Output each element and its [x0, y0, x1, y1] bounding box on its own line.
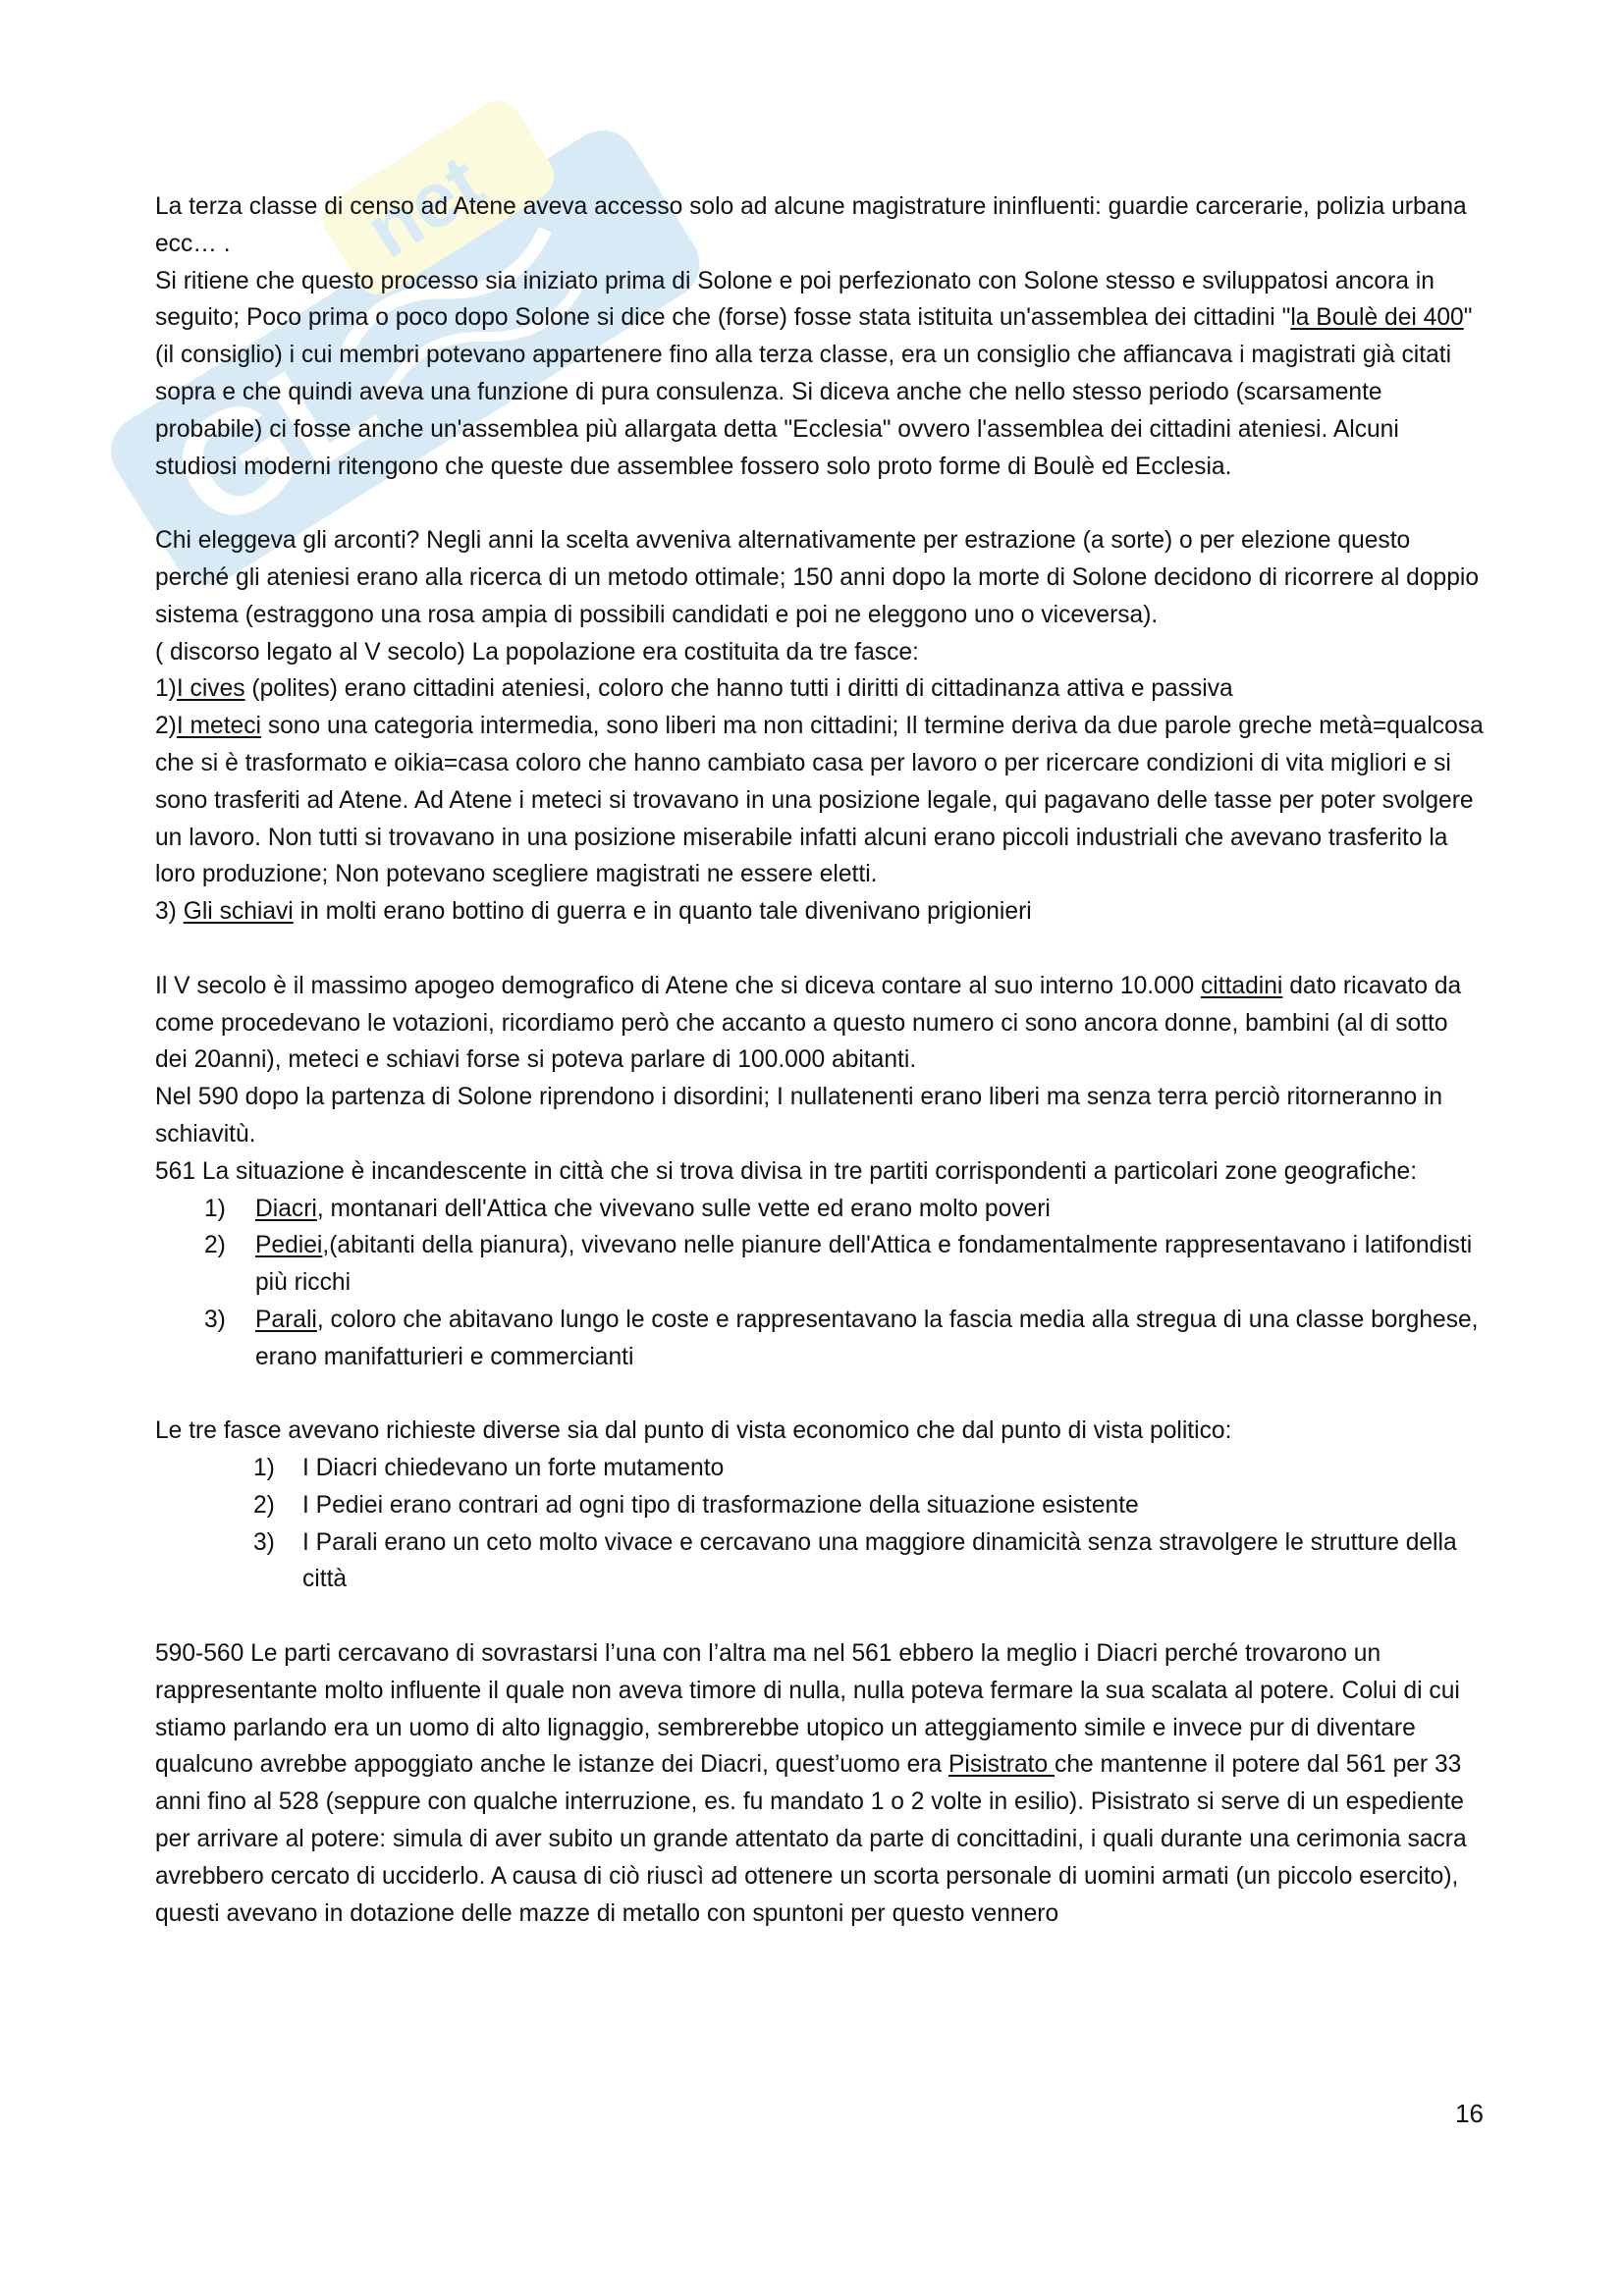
paragraph-text: " (il consiglio) i cui membri potevano appartenere fino alla terza classe, era un consiglio che affiancava i magistrati già citati sopra e che quindi aveva una funzione di pura consulenza. Si diceva anche che nello stesso periodo (scarsamente probabile) ci fosse anche un'assemblea più allargata detta "Ecclesia" ovvero l'assemblea dei cittadini ateniesi. Alcuni studiosi moderni ritengono che queste due assemblee fossero solo proto forme di Boulè ed Ecclesia. [155, 304, 1473, 480]
paragraph-590: Nel 590 dopo la partenza di Solone riprendono i disordini; I nullatenenti erano liberi ma senza terra perciò ritorneranno in schiavitù. [155, 1084, 1443, 1148]
paragraph-text: Si ritiene che questo processo sia iniziato prima di Solone e poi perfezionato con Solone stesso e sviluppatosi ancora in seguito; Poco prima o poco dopo Solone si dice che (forse) fosse stata istituita un'assemblea dei cittadini " [155, 267, 1435, 332]
term-cittadini: cittadini [1201, 972, 1283, 999]
paragraph-arconti: Chi eleggeva gli arconti? Negli anni la scelta avveniva alternativamente per estrazione (a sorte) o per elezione questo perché gli ateniesi erano alla ricerca di un metodo ottimale; 150 anni dopo la morte di Solone decidono di ricorrere al doppio sistema (estraggono una rosa ampia di possibili candidati e poi ne eleggono uno o viceversa). [155, 527, 1480, 628]
item-number: 1) [155, 675, 177, 703]
term-parali: Parali [255, 1306, 317, 1333]
term-meteci: I meteci [176, 713, 261, 740]
item-number: 1) [253, 1455, 275, 1482]
blank-line [155, 1376, 1486, 1414]
paragraph-boule [155, 263, 1486, 486]
paragraph-561: 561 La situazione è incandescente in città che si trova divisa in tre partiti corrispondenti a particolari zone geografiche: [155, 1157, 1418, 1185]
list-item [155, 1487, 1486, 1524]
term-pisistrato: Pisistrato [948, 1751, 1056, 1779]
item-meteci [155, 708, 1486, 893]
item-text: , montanari dell'Attica che vivevano sulle vette ed erano molto poveri [316, 1195, 1051, 1222]
term-schiavi: Gli schiavi [183, 898, 294, 926]
blank-line [155, 485, 1486, 522]
paragraph-population: ( discorso legato al V secolo) La popolazione era costituita da tre fasce: [155, 638, 919, 666]
item-text: I Parali erano un ceto molto vivace e cercavano una maggiore dinamicità senza stravolgere le strutture della città [302, 1528, 1457, 1593]
item-text: , coloro che abitavano lungo le coste e rappresentavano la fascia media alla stregua di una classe borghese, erano manifatturieri e commercianti [255, 1306, 1479, 1370]
paragraph-third-class: La terza classe di censo ad Atene aveva accesso solo ad alcune magistrature ininfluenti: guardie carcerarie, polizia urbana ecc… . [155, 193, 1467, 257]
item-text: sono una categoria intermedia, sono liberi ma non cittadini; Il termine deriva da due parole greche metà=qualcosa che si è trasformato e oikia=casa coloro che hanno cambiato casa per lavoro o per ricercare condizioni di vita migliori e si sono trasferiti ad Atene. Ad Atene i meteci si trovavano in una posizione legale, qui pagavano delle tasse per poter svolgere un lavoro. Non tutti si trovavano in una posizione miserabile infatti alcuni erano piccoli industriali che avevano trasferito la loro produzione; Non potevano scegliere magistrati ne essere eletti. [155, 713, 1484, 888]
list-item [155, 1302, 1486, 1376]
paragraph-requests: Le tre fasce avevano richieste diverse sia dal punto di vista economico che dal punto di vista politico: [155, 1417, 1232, 1445]
item-schiavi [155, 893, 1486, 931]
paragraph-demography [155, 968, 1486, 1079]
boule-link-text: la Boulè dei 400 [1290, 304, 1464, 332]
page-number: 16 [1455, 2099, 1484, 2128]
item-text: in molti erano bottino di guerra e in quanto tale divenivano prigionieri [293, 898, 1032, 926]
item-number: 2) [253, 1491, 275, 1519]
list-item [155, 1191, 1486, 1228]
item-number: 2) [155, 713, 177, 740]
item-number: 3) [253, 1528, 275, 1556]
item-text: I Diacri chiedevano un forte mutamento [302, 1455, 725, 1482]
paragraph-text: 590-560 Le parti cercavano di sovrastarsi l’una con l’altra ma nel 561 ebbero la meglio i Diacri perché trovarono un rappresentante molto influente il quale non aveva timore di nulla, nulla poteva fermare la sua scalata al potere. Colui di cui stiamo parlando era un uomo di alto lignaggio, sembrerebbe utopico un atteggiamento simile e invece pur di diventare qualcuno avrebbe appoggiato anche le istanze dei Diacri, quest’uomo era [155, 1640, 1460, 1779]
svg-text:GL: GL [143, 312, 406, 561]
list-item [155, 1524, 1486, 1599]
item-number: 3) [204, 1306, 226, 1333]
term-cives: I cives [176, 675, 245, 703]
item-cives [155, 670, 1486, 708]
parties-list [155, 1191, 1486, 1376]
item-text: I Pediei erano contrari ad ogni tipo di trasformazione della situazione esistente [302, 1491, 1139, 1519]
paragraph-text: Il V secolo è il massimo apogeo demografico di Atene che si diceva contare al suo interno 10.000 [155, 972, 1201, 999]
item-number: 1) [204, 1195, 226, 1222]
term-pediei: Pediei [255, 1232, 323, 1259]
blank-line [155, 1598, 1486, 1635]
item-text: (polites) erano cittadini ateniesi, coloro che hanno tutti i diritti di cittadinanza attiva e passiva [244, 675, 1233, 703]
blank-line [155, 931, 1486, 968]
requests-list [155, 1450, 1486, 1598]
item-number: 2) [204, 1232, 226, 1259]
paragraph-text: che mantenne il potere dal 561 per 33 anni fino al 528 (seppure con qualche interruzione, es. fu mandato 1 o 2 volte in esilio). Pisistrato si serve di un espediente per arrivare al potere: simula di aver subito un grande attentato da parte di concittadini, i quali durante una cerimonia sacra avrebbero cercato di ucciderlo. A causa di ciò riuscì ad ottenere un scorta personale di uomini armati (un piccolo esercito), questi avevano in dotazione delle mazze di metallo con spuntoni per questo vennero [155, 1751, 1467, 1927]
watermark-brand-text: net [351, 137, 498, 275]
paragraph-pisistrato [155, 1635, 1486, 1932]
list-item [155, 1227, 1486, 1302]
item-text: ,(abitanti della pianura), vivevano nelle pianure dell'Attica e fondamentalmente rappresentavano i latifondisti più ricchi [255, 1232, 1473, 1297]
list-item [155, 1450, 1486, 1487]
item-number: 3) [155, 898, 184, 926]
paragraph-text: dato ricavato da come procedevano le votazioni, ricordiamo però che accanto a questo numero ci sono ancora donne, bambini (al di sotto dei 20anni), meteci e schiavi forse si poteva parlare di 100.000 abitanti. [155, 972, 1462, 1074]
term-diacri: Diacri [255, 1195, 317, 1222]
page-body [155, 188, 1486, 1932]
